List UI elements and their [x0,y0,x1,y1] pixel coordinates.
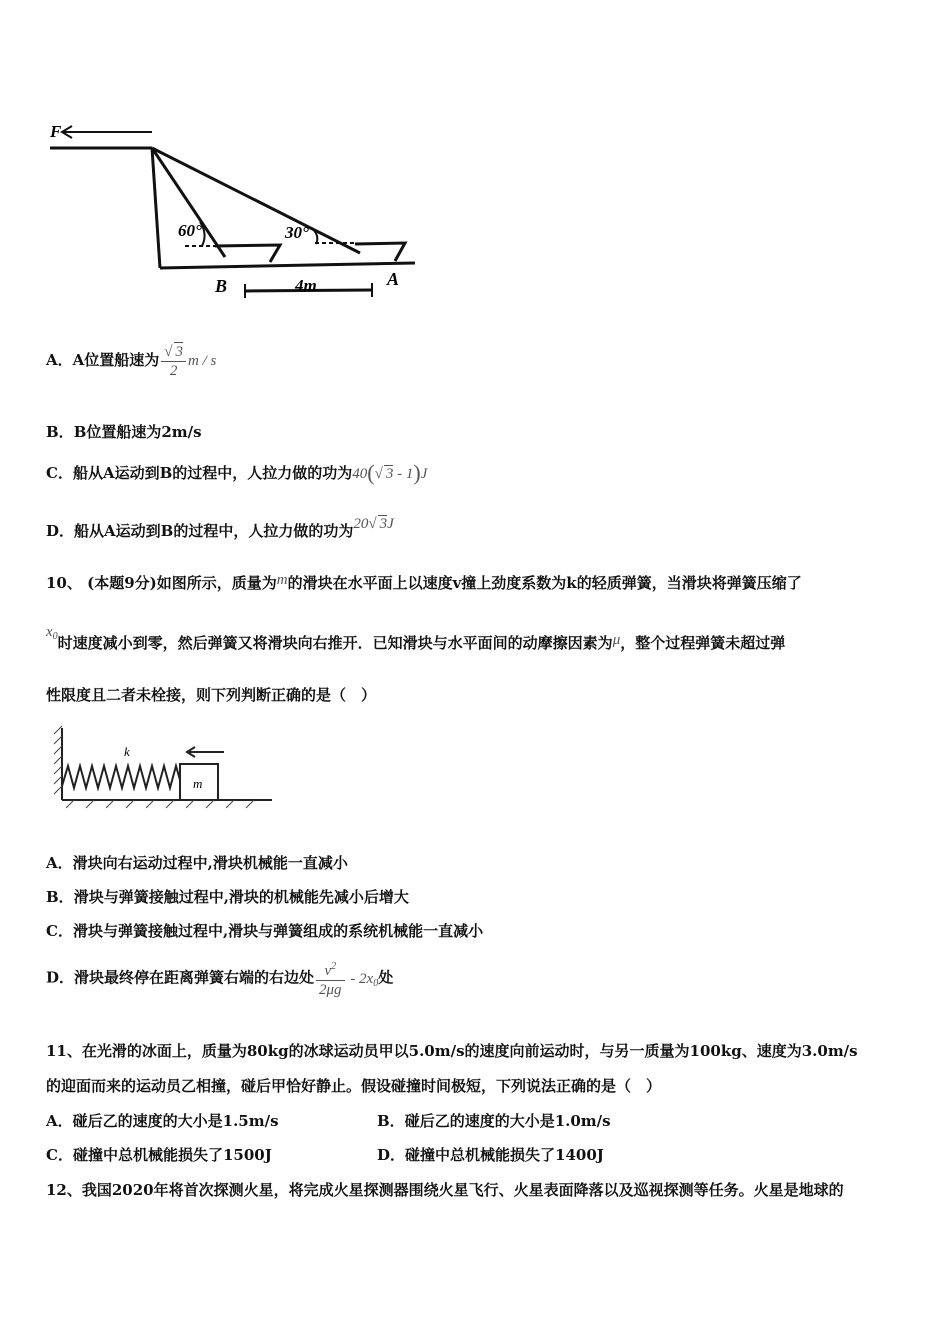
work-expression-d: 20√ 3J [353,516,394,532]
q11-option-a[interactable]: A．碰后乙的速度的大小是1.5m/s [46,1112,279,1130]
q11-stem-line1: 11、在光滑的冰面上，质量为80kg的冰球运动员甲以5.0m/s的速度向前运动时，与另一质量为100kg、速度为3.0m/s [46,1042,858,1060]
point-b-label: B [215,276,228,296]
boat-pulley-figure [40,110,430,310]
q10-option-a[interactable]: A．滑块向右运动过程中,滑块机械能一直减小 [46,854,348,872]
distance-fraction: $\frac{v^2}{2\mu g}$ [316,958,345,999]
force-label: F [50,122,62,141]
q10-stem-line2: $x_0$时速度减小到零，然后弹簧又将滑块向右推开．已知滑块与水平面间的动摩擦因素为μ，整个过程弹簧未超过弹 [46,624,786,652]
distance-label: 4m [295,276,317,295]
spring-constant-label: k [124,744,130,759]
speed-fraction: $\frac{√ 3}{2}$ [161,342,186,380]
q10-stem-line1: 10、 (本题9分)如图所示，质量为m的滑块在水平面上以速度v撞上劲度系数为k的轻质弹簧，当滑块将弹簧压缩了 [46,572,802,592]
option-letter: A． [46,351,73,369]
q10-option-d[interactable]: D．滑块最终停在距离弹簧右端的右边处 $\frac{v^2}{2\mu g}$ - $2x_0$处 [46,958,393,999]
q9-option-a[interactable]: A．A位置船速为 $\frac{√ 3}{2}$ m / s [46,344,217,379]
angle-30-label: 30° [285,223,309,242]
q9-option-c[interactable]: C．船从A运动到B的过程中，人拉力做的功为40(√ 3 - 1)J [46,460,428,485]
q9-option-d[interactable]: D．船从A运动到B的过程中，人拉力做的功为20√ 3J [46,516,394,540]
spring-block-figure [52,722,277,814]
q12-stem-line1: 12、我国2020年将首次探测火星，将完成火星探测器围绕火星飞行、火星表面降落以及巡视探测等任务。火星是地球的 [46,1181,844,1199]
q10-stem-line3: 性限度且二者未栓接，则下列判断正确的是（ ） [46,686,377,704]
q11-option-d[interactable]: D．碰撞中总机械能损失了1400J [377,1146,604,1164]
q10-option-b[interactable]: B．滑块与弹簧接触过程中,滑块的机械能先减小后增大 [46,888,409,906]
q11-stem-line2: 的迎面而来的运动员乙相撞，碰后甲恰好静止。假设碰撞时间极短，下列说法正确的是（ ） [46,1077,662,1095]
work-expression-c: 40(√ 3 - 1)J [352,460,428,485]
q11-option-b[interactable]: B．碰后乙的速度的大小是1.0m/s [377,1112,611,1130]
block-mass-label: m [193,776,203,791]
q9-option-b[interactable]: B．B位置船速为2m/s [46,423,202,441]
q11-option-c[interactable]: C．碰撞中总机械能损失了1500J [46,1146,272,1164]
angle-60-label: 60° [178,221,202,240]
point-a-label: A [387,269,400,289]
q10-option-c[interactable]: C．滑块与弹簧接触过程中,滑块与弹簧组成的系统机械能一直减小 [46,922,484,940]
